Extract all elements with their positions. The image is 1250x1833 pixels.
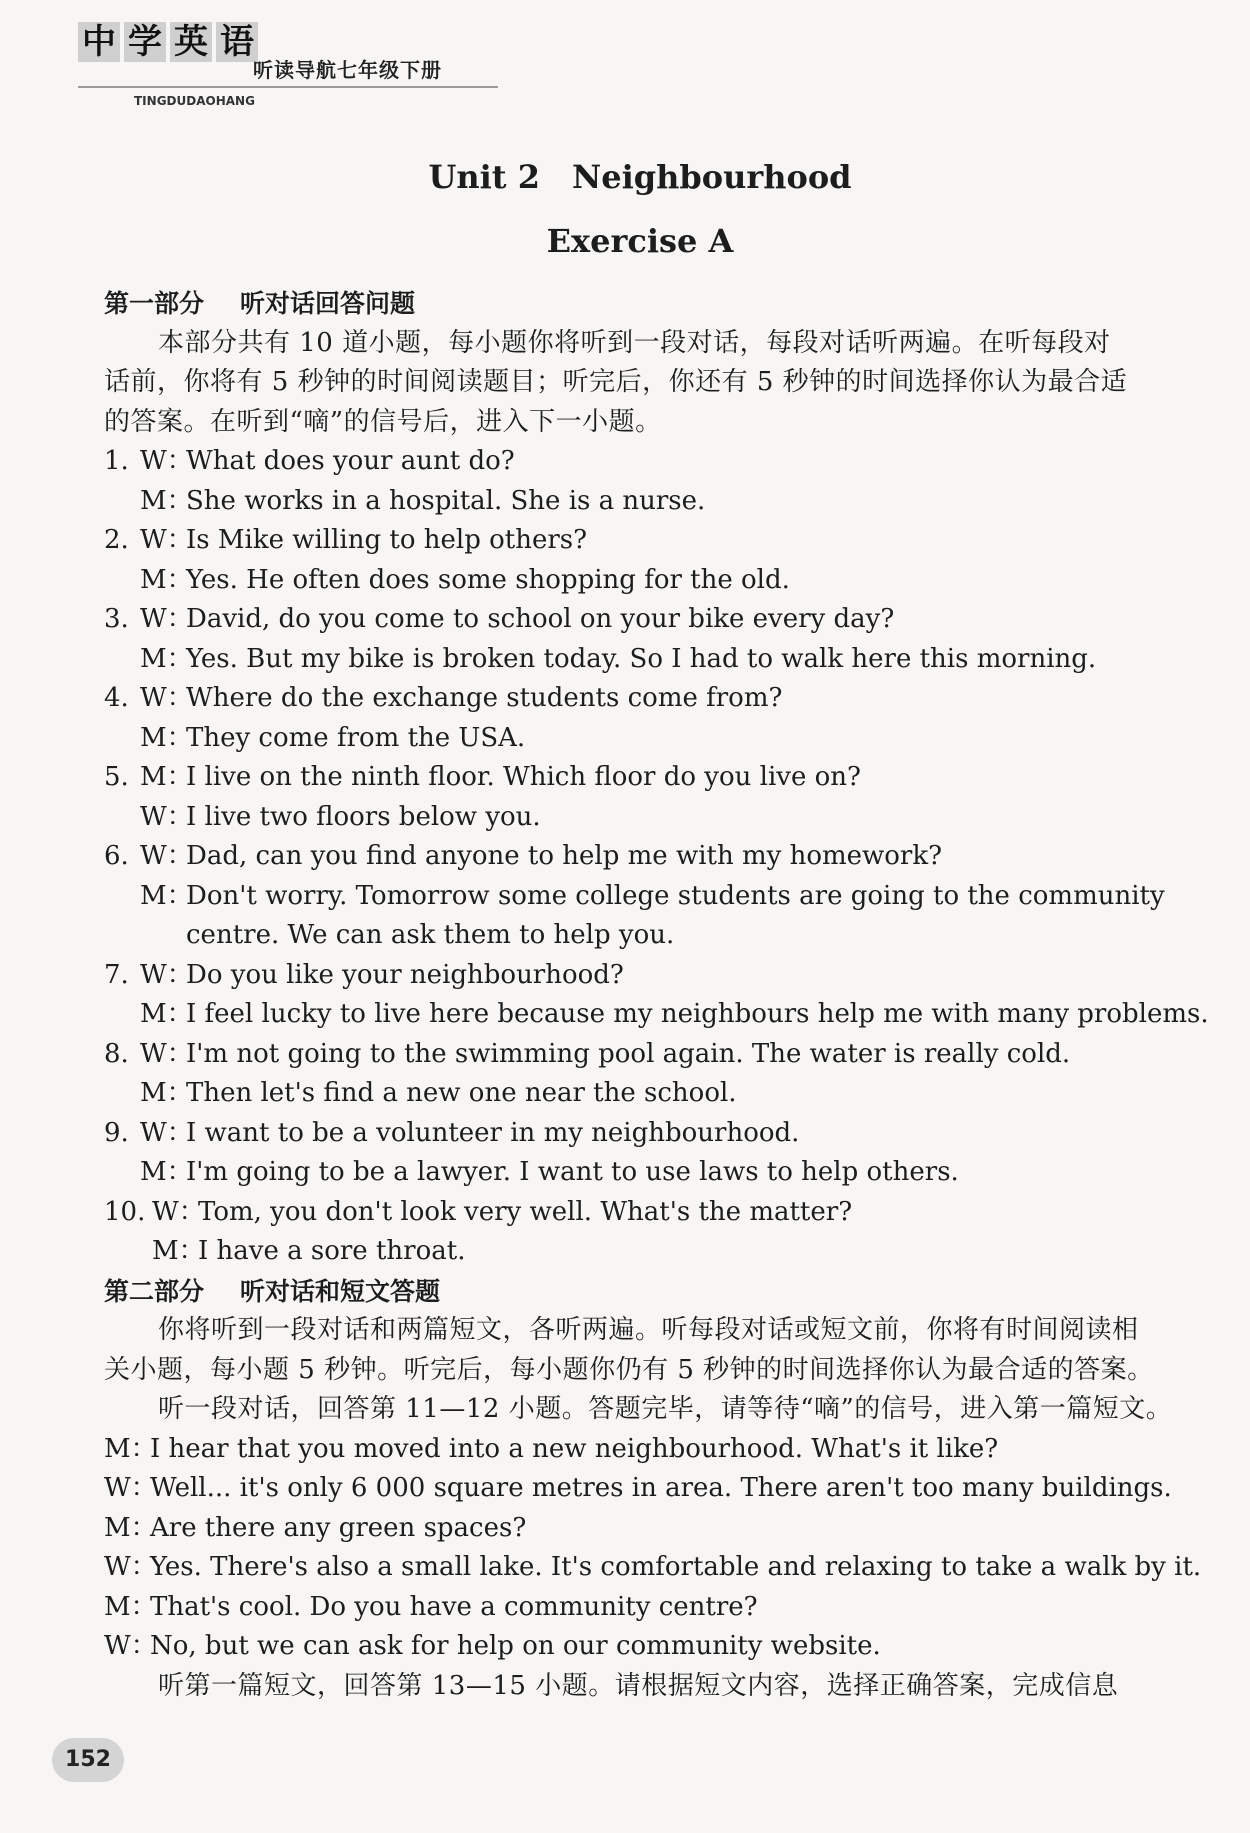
speaker: M： xyxy=(140,1157,193,1187)
speaker: M： xyxy=(140,1078,193,1108)
speaker: W： xyxy=(104,1473,157,1503)
question-number: 6. xyxy=(104,841,129,871)
speaker: W： xyxy=(140,1038,193,1069)
utterance: I'm going to be a lawyer. I want to use laws to help others. xyxy=(186,1157,959,1187)
utterance: She works in a hospital. She is a nurse. xyxy=(186,485,706,516)
answer-line xyxy=(104,640,1184,680)
section-title: 听对话回答问题 xyxy=(240,289,416,318)
answer-line xyxy=(104,1074,1184,1114)
section-label: 第一部分 xyxy=(104,289,205,318)
utterance: I live on the ninth floor. Which floor do you live on? xyxy=(186,762,861,792)
speaker: M： xyxy=(152,1236,205,1266)
question-number: 4. xyxy=(104,683,129,713)
speaker: M： xyxy=(140,762,193,792)
brand-char: 学 xyxy=(124,22,166,62)
book-pinyin: TINGDUDAOHANG xyxy=(134,94,255,108)
question-line xyxy=(104,837,1184,877)
utterance: Yes. There's also a small lake. It's comfortable and relaxing to take a walk by it. xyxy=(150,1552,1202,1582)
dialogue-line xyxy=(104,1627,1184,1667)
question-line xyxy=(104,758,1184,798)
answer-line xyxy=(104,877,1184,917)
book-subtitle: 听读导航七年级下册 xyxy=(253,58,442,82)
speaker: M： xyxy=(140,722,193,753)
utterance: Don't worry. Tomorrow some college students are going to the community xyxy=(186,880,1165,911)
header-divider xyxy=(78,86,498,88)
section-heading xyxy=(104,1272,1184,1312)
utterance: No, but we can ask for help on our community website. xyxy=(150,1631,881,1661)
answer-continuation: centre. We can ask them to help you. xyxy=(186,920,675,950)
utterance: I live two floors below you. xyxy=(186,801,541,832)
speaker: M： xyxy=(140,880,193,911)
speaker: W： xyxy=(140,1117,193,1148)
utterance: David, do you come to school on your bike every day? xyxy=(186,604,895,634)
speaker: W： xyxy=(140,525,193,555)
speaker: M： xyxy=(104,1433,157,1464)
question-line xyxy=(104,521,1184,561)
speaker: W： xyxy=(140,841,193,871)
exercise-title: Exercise A xyxy=(546,222,734,260)
utterance: Well... it's only 6 000 square metres in area. There aren't too many buildings. xyxy=(150,1473,1172,1503)
instruction-line: 你将听到一段对话和两篇短文，各听两遍。听每段对话或短文前，你将有时间阅读相 xyxy=(158,1315,1139,1345)
utterance: Yes. He often does some shopping for the old. xyxy=(186,564,790,595)
dialogue-line xyxy=(104,1588,1184,1628)
dialogue-line xyxy=(104,1509,1184,1549)
utterance: Is Mike willing to help others? xyxy=(186,525,588,555)
speaker: W： xyxy=(140,959,193,990)
book-brand xyxy=(78,22,262,62)
page-body xyxy=(104,284,1209,1706)
speaker: W： xyxy=(152,1196,205,1227)
utterance: I want to be a volunteer in my neighbourhood. xyxy=(186,1117,800,1148)
question-number: 9. xyxy=(104,1117,129,1148)
dialogue-line xyxy=(104,1469,1184,1509)
speaker: M： xyxy=(140,564,193,595)
utterance: What does your aunt do? xyxy=(186,446,515,476)
book-header xyxy=(78,22,508,112)
question-number: 10. xyxy=(104,1196,146,1227)
question-line xyxy=(104,1193,1184,1233)
utterance: Where do the exchange students come from? xyxy=(186,683,783,713)
question-number: 7. xyxy=(104,959,129,990)
instruction-line: 本部分共有 10 道小题，每小题你将听到一段对话，每段对话听两遍。在听每段对 xyxy=(158,327,1111,358)
speaker: M： xyxy=(140,643,193,674)
question-number: 8. xyxy=(104,1038,129,1069)
section-label: 第二部分 xyxy=(104,1276,205,1306)
utterance: Dad, can you find anyone to help me with my homework? xyxy=(186,841,943,871)
answer-line xyxy=(104,719,1184,759)
speaker: W： xyxy=(140,446,193,476)
utterance: Do you like your neighbourhood? xyxy=(186,959,624,990)
speaker: M： xyxy=(104,1512,157,1543)
answer-line xyxy=(104,995,1209,1035)
utterance: Tom, you don't look very well. What's the matter? xyxy=(198,1196,853,1227)
answer-line xyxy=(104,482,1184,522)
question-line xyxy=(104,600,1184,640)
answer-line xyxy=(104,798,1184,838)
utterance: I'm not going to the swimming pool again. The water is really cold. xyxy=(186,1038,1071,1069)
instruction-line: 话前，你将有 5 秒钟的时间阅读题目；听完后，你还有 5 秒钟的时间选择你认为最合适 xyxy=(104,367,1128,397)
unit-title: Unit 2 Neighbourhood xyxy=(428,158,852,196)
page-number: 152 xyxy=(52,1738,124,1782)
question-line xyxy=(104,1114,1184,1154)
speaker: M： xyxy=(140,999,193,1029)
speaker: M： xyxy=(104,1591,157,1622)
section-heading xyxy=(104,284,1184,324)
speaker: W： xyxy=(140,683,193,713)
utterance: I have a sore throat. xyxy=(198,1236,466,1266)
question-number: 2. xyxy=(104,525,129,555)
utterance: That's cool. Do you have a community centre? xyxy=(150,1591,758,1622)
utterance: Yes. But my bike is broken today. So I had to walk here this morning. xyxy=(186,643,1097,674)
speaker: W： xyxy=(104,1552,157,1582)
answer-line xyxy=(104,1153,1184,1193)
instruction-line: 关小题，每小题 5 秒钟。听完后，每小题你仍有 5 秒钟的时间选择你认为最合适的答案。 xyxy=(104,1354,1154,1385)
brand-char: 英 xyxy=(170,22,212,62)
passage-intro: 听第一篇短文，回答第 13—15 小题。请根据短文内容，选择正确答案，完成信息 xyxy=(158,1670,1119,1701)
dialogue-intro: 听一段对话，回答第 11—12 小题。答题完毕，请等待“嘀”的信号，进入第一篇短文。 xyxy=(158,1394,1173,1424)
answer-line xyxy=(104,561,1184,601)
utterance: They come from the USA. xyxy=(186,722,526,753)
question-line xyxy=(104,442,1184,482)
question-number: 3. xyxy=(104,604,129,634)
speaker: W： xyxy=(140,801,193,832)
utterance: I hear that you moved into a new neighbourhood. What's it like? xyxy=(150,1433,999,1464)
section-title: 听对话和短文答题 xyxy=(240,1276,441,1306)
brand-char: 中 xyxy=(78,22,120,62)
instruction-line: 的答案。在听到“嘀”的信号后，进入下一小题。 xyxy=(104,406,662,437)
brand-char: 语 xyxy=(216,22,258,62)
utterance: Then let's find a new one near the school. xyxy=(186,1078,737,1108)
speaker: W： xyxy=(140,604,193,634)
dialogue-line xyxy=(104,1548,1202,1588)
utterance: I feel lucky to live here because my neighbours help me with many problems. xyxy=(186,999,1209,1029)
question-number: 5. xyxy=(104,762,129,792)
question-line xyxy=(104,679,1184,719)
speaker: W： xyxy=(104,1631,157,1661)
question-line xyxy=(104,1035,1184,1075)
answer-line xyxy=(104,1232,1184,1272)
speaker: M： xyxy=(140,485,193,516)
question-number: 1. xyxy=(104,446,129,476)
utterance: Are there any green spaces? xyxy=(150,1512,527,1543)
dialogue-line xyxy=(104,1430,1184,1470)
question-line xyxy=(104,956,1184,996)
